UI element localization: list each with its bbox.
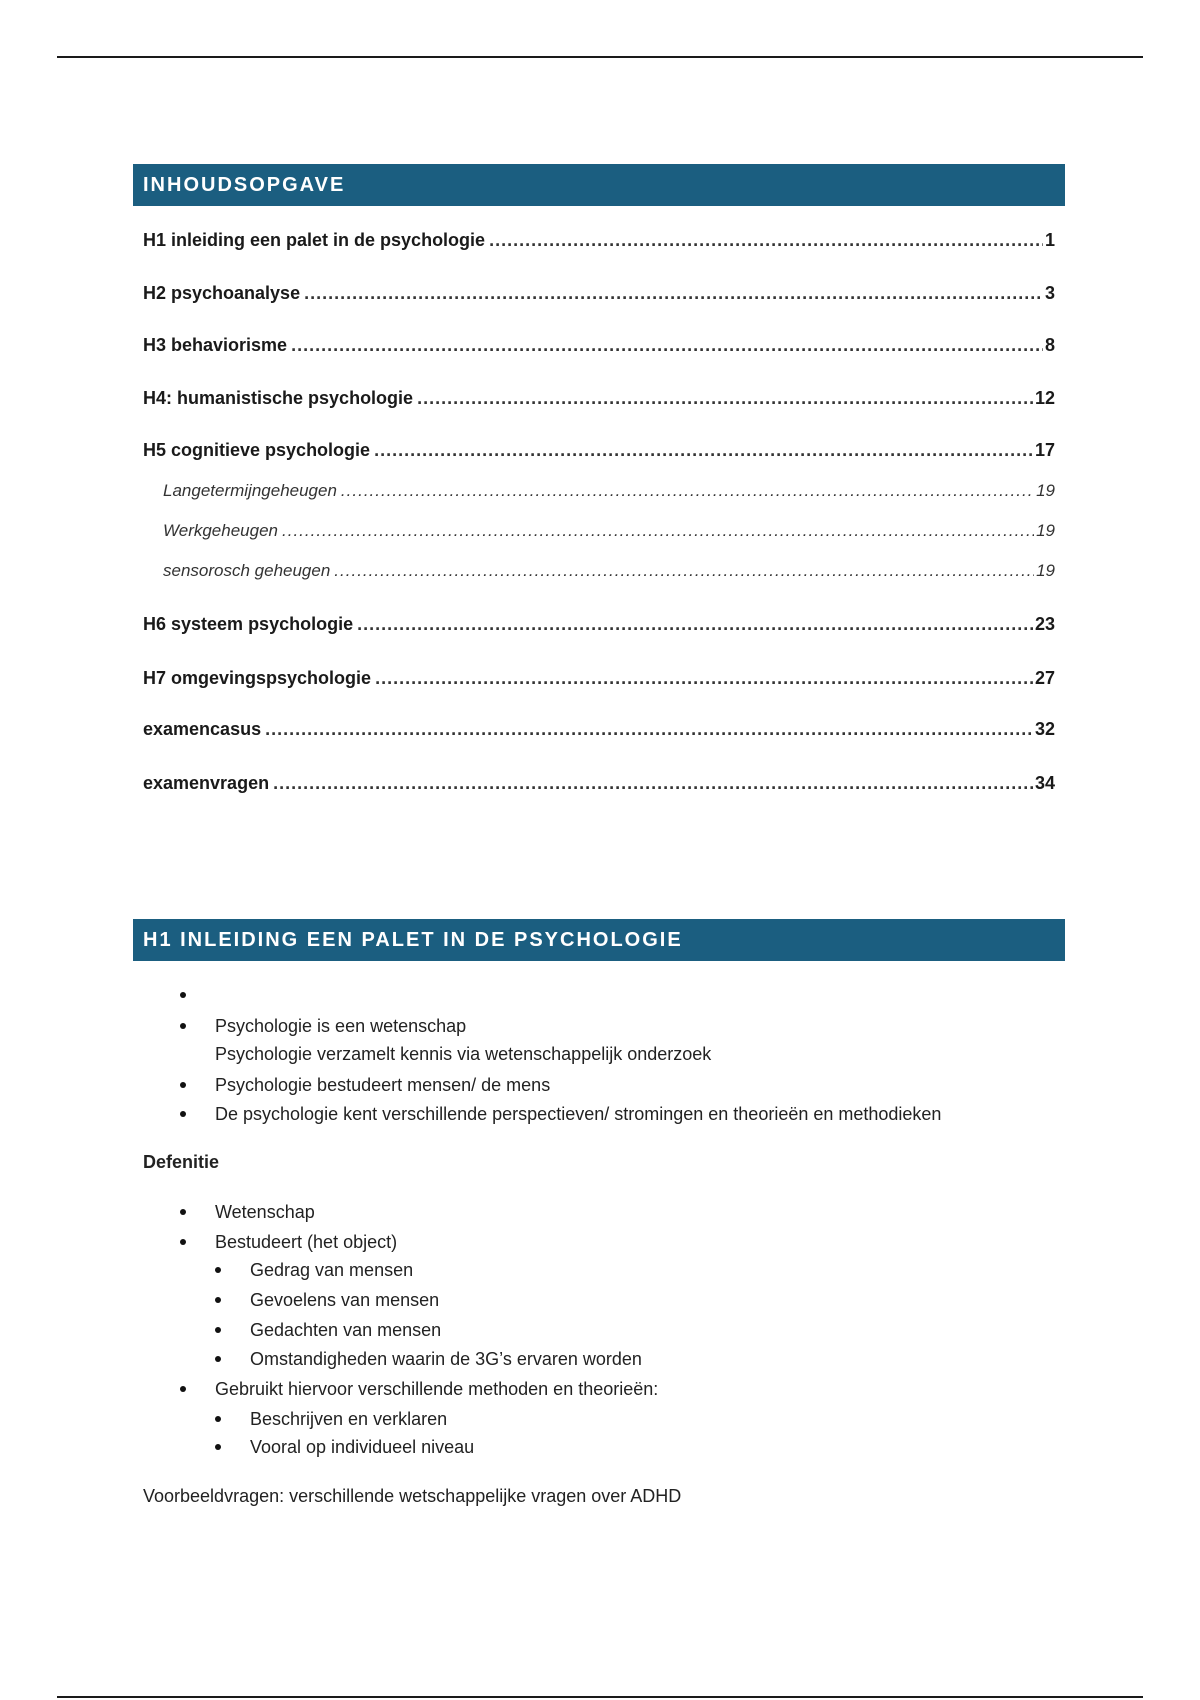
- bottom-rule: [57, 1696, 1143, 1698]
- toc-entry-title: Langetermijngeheugen: [163, 481, 337, 500]
- section-heading: H1 INLEIDING EEN PALET IN DE PSYCHOLOGIE: [133, 919, 1065, 961]
- toc-entry-title: H4: humanistische psychologie: [143, 388, 414, 408]
- toc-entry-title: H5 cognitieve psychologie: [143, 440, 371, 460]
- toc-entry[interactable]: [143, 614, 1055, 638]
- toc-leader: [375, 668, 1033, 689]
- bullet-item: Gebruikt hiervoor verschillende methoden en theorieën:: [215, 1379, 659, 1399]
- toc-leader: [273, 773, 1033, 794]
- bullet-item: De psychologie kent verschillende perspectieven/ stromingen en theorieën en methodieken: [215, 1104, 942, 1124]
- toc-entry-title: Werkgeheugen: [163, 521, 278, 540]
- toc-subentry[interactable]: [163, 561, 1055, 585]
- bullet-icon: [215, 1297, 221, 1303]
- toc-entry-title: H7 omgevingspsychologie: [143, 668, 372, 688]
- toc-entry-title: examenvragen: [143, 773, 270, 793]
- toc-entry-title: H6 systeem psychologie: [143, 614, 354, 634]
- toc-subentry[interactable]: [163, 521, 1055, 545]
- bullet-icon: [180, 1111, 186, 1117]
- bullet-icon: [215, 1416, 221, 1422]
- toc-entry-title: H1 inleiding een palet in de psychologie: [143, 230, 486, 250]
- bullet-item: Bestudeert (het object): [215, 1232, 398, 1252]
- toc-entry[interactable]: [143, 283, 1055, 307]
- toc-entry[interactable]: [143, 388, 1055, 412]
- toc-leader: [282, 521, 1034, 541]
- sub-bullet-item: Gevoelens van mensen: [250, 1290, 440, 1310]
- toc-entry-page: 19: [1036, 521, 1055, 540]
- toc-entry-page: 8: [1044, 335, 1055, 355]
- bullet-icon: [215, 1444, 221, 1450]
- toc-leader: [334, 561, 1034, 581]
- sub-bullet-item: Beschrijven en verklaren: [250, 1409, 448, 1429]
- sub-bullet-item: Vooral op individueel niveau: [250, 1437, 475, 1457]
- toc-entry[interactable]: [143, 440, 1055, 464]
- toc-entry-page: 27: [1034, 668, 1055, 688]
- bullet-continuation: Psychologie verzamelt kennis via wetenschappelijk onderzoek: [215, 1044, 712, 1064]
- bullet-icon: [180, 1209, 186, 1215]
- sub-bullet-item: Gedrag van mensen: [250, 1260, 414, 1280]
- toc-entry[interactable]: [143, 230, 1055, 254]
- toc-heading: INHOUDSOPGAVE: [133, 164, 1065, 206]
- toc-entry-title: sensorosch geheugen: [163, 561, 331, 580]
- bullet-icon: [180, 1082, 186, 1088]
- toc-entry-page: 32: [1034, 719, 1055, 739]
- toc-entry-title: examencasus: [143, 719, 262, 739]
- bullet-icon: [215, 1327, 221, 1333]
- sub-bullet-item: Omstandigheden waarin de 3G’s ervaren worden: [250, 1349, 642, 1369]
- toc-leader: [417, 388, 1033, 409]
- toc-entry-title: H3 behaviorisme: [143, 335, 288, 355]
- toc-entry-page: 23: [1034, 614, 1055, 634]
- toc-leader: [357, 614, 1033, 635]
- toc-entry[interactable]: [143, 668, 1055, 692]
- toc-leader: [341, 481, 1034, 501]
- toc-leader: [374, 440, 1033, 461]
- bullet-icon: [180, 1023, 186, 1029]
- bullet-icon: [180, 1386, 186, 1392]
- sub-bullet-item: Gedachten van mensen: [250, 1320, 442, 1340]
- toc-leader: [265, 719, 1033, 740]
- bullet-item: Psychologie is een wetenschap: [215, 1016, 467, 1036]
- toc-entry-page: 3: [1044, 283, 1055, 303]
- toc-entry-page: 19: [1036, 561, 1055, 580]
- bullet-icon: [215, 1356, 221, 1362]
- toc-entry[interactable]: [143, 335, 1055, 359]
- definition-heading: Defenitie: [143, 1152, 220, 1172]
- toc-entry[interactable]: [143, 719, 1055, 743]
- toc-subentry[interactable]: [163, 481, 1055, 505]
- toc-entry-page: 12: [1034, 388, 1055, 408]
- toc-entry[interactable]: [143, 773, 1055, 797]
- toc-leader: [291, 335, 1043, 356]
- bullet-item: Wetenschap: [215, 1202, 315, 1222]
- toc-entry-page: 34: [1034, 773, 1055, 793]
- example-questions: Voorbeeldvragen: verschillende wetschappelijke vragen over ADHD: [143, 1486, 682, 1506]
- bullet-icon: [180, 1239, 186, 1245]
- bullet-icon: [180, 992, 186, 998]
- toc-leader: [489, 230, 1043, 251]
- toc-leader: [304, 283, 1043, 304]
- top-rule: [57, 56, 1143, 58]
- bullet-item: Psychologie bestudeert mensen/ de mens: [215, 1075, 551, 1095]
- bullet-icon: [215, 1267, 221, 1273]
- toc-entry-title: H2 psychoanalyse: [143, 283, 301, 303]
- toc-entry-page: 1: [1044, 230, 1055, 250]
- toc-entry-page: 17: [1034, 440, 1055, 460]
- toc-entry-page: 19: [1036, 481, 1055, 500]
